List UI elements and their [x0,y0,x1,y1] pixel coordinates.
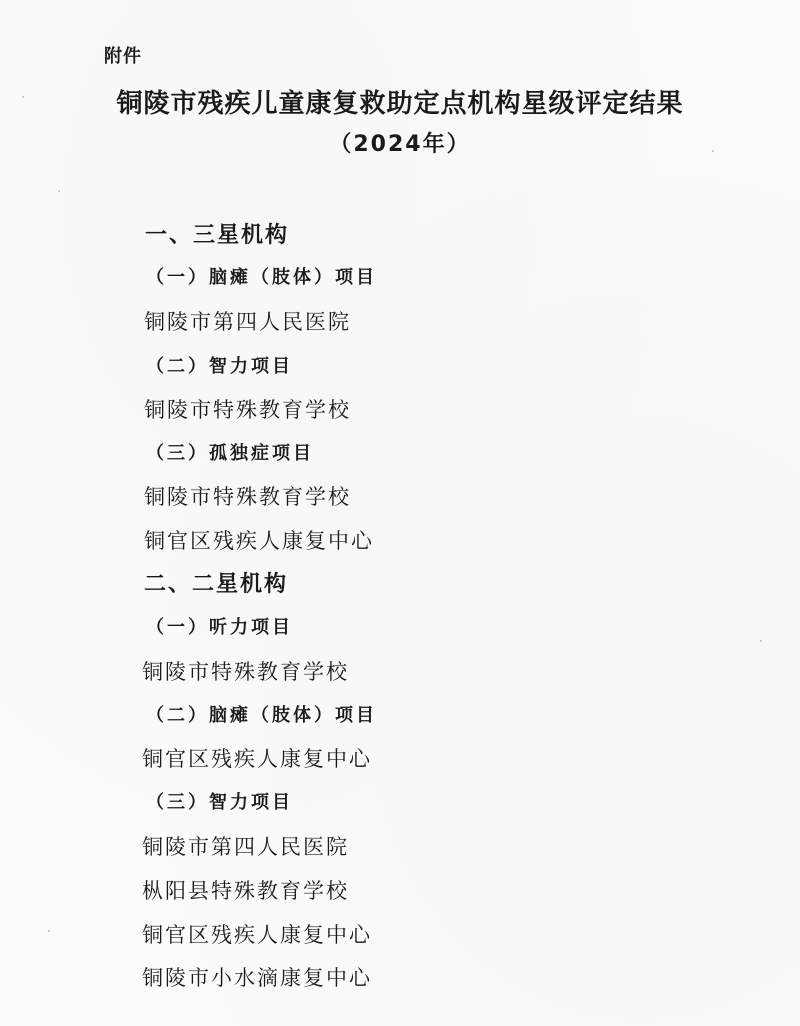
institution-item: 铜陵市小水滴康复中心 [142,966,372,990]
institution-item: 铜陵市第四人民医院 [142,835,349,859]
institution-item: 铜陵市特殊教育学校 [144,398,351,422]
scan-speck [58,190,60,192]
attachment-label: 附件 [104,46,142,67]
institution-item: 铜陵市特殊教育学校 [144,485,351,509]
scan-speck [712,150,714,152]
section-heading-three-star: 一、三星机构 [145,223,290,248]
institution-item: 铜官区残疾人康复中心 [142,923,372,947]
scan-speck [760,640,762,642]
group-heading: （一）脑瘫（肢体）项目 [146,267,377,288]
group-heading: （三）孤独症项目 [146,443,314,464]
institution-item: 铜陵市特殊教育学校 [142,660,349,684]
group-heading: （一）听力项目 [146,617,293,638]
group-heading: （二）脑瘫（肢体）项目 [146,705,377,726]
institution-item: 铜官区残疾人康复中心 [144,529,374,553]
scan-speck [48,930,50,932]
group-heading: （三）智力项目 [146,792,293,813]
group-heading: （二）智力项目 [146,356,293,377]
document-title: 铜陵市残疾儿童康复救助定点机构星级评定结果 [116,89,684,119]
institution-item: 枞阳县特殊教育学校 [142,879,349,903]
document-subtitle: （2024年） [329,132,471,157]
institution-item: 铜官区残疾人康复中心 [142,747,372,771]
institution-item: 铜陵市第四人民医院 [144,310,351,334]
scan-speck [22,96,24,98]
section-heading-two-star: 二、二星机构 [144,572,289,597]
